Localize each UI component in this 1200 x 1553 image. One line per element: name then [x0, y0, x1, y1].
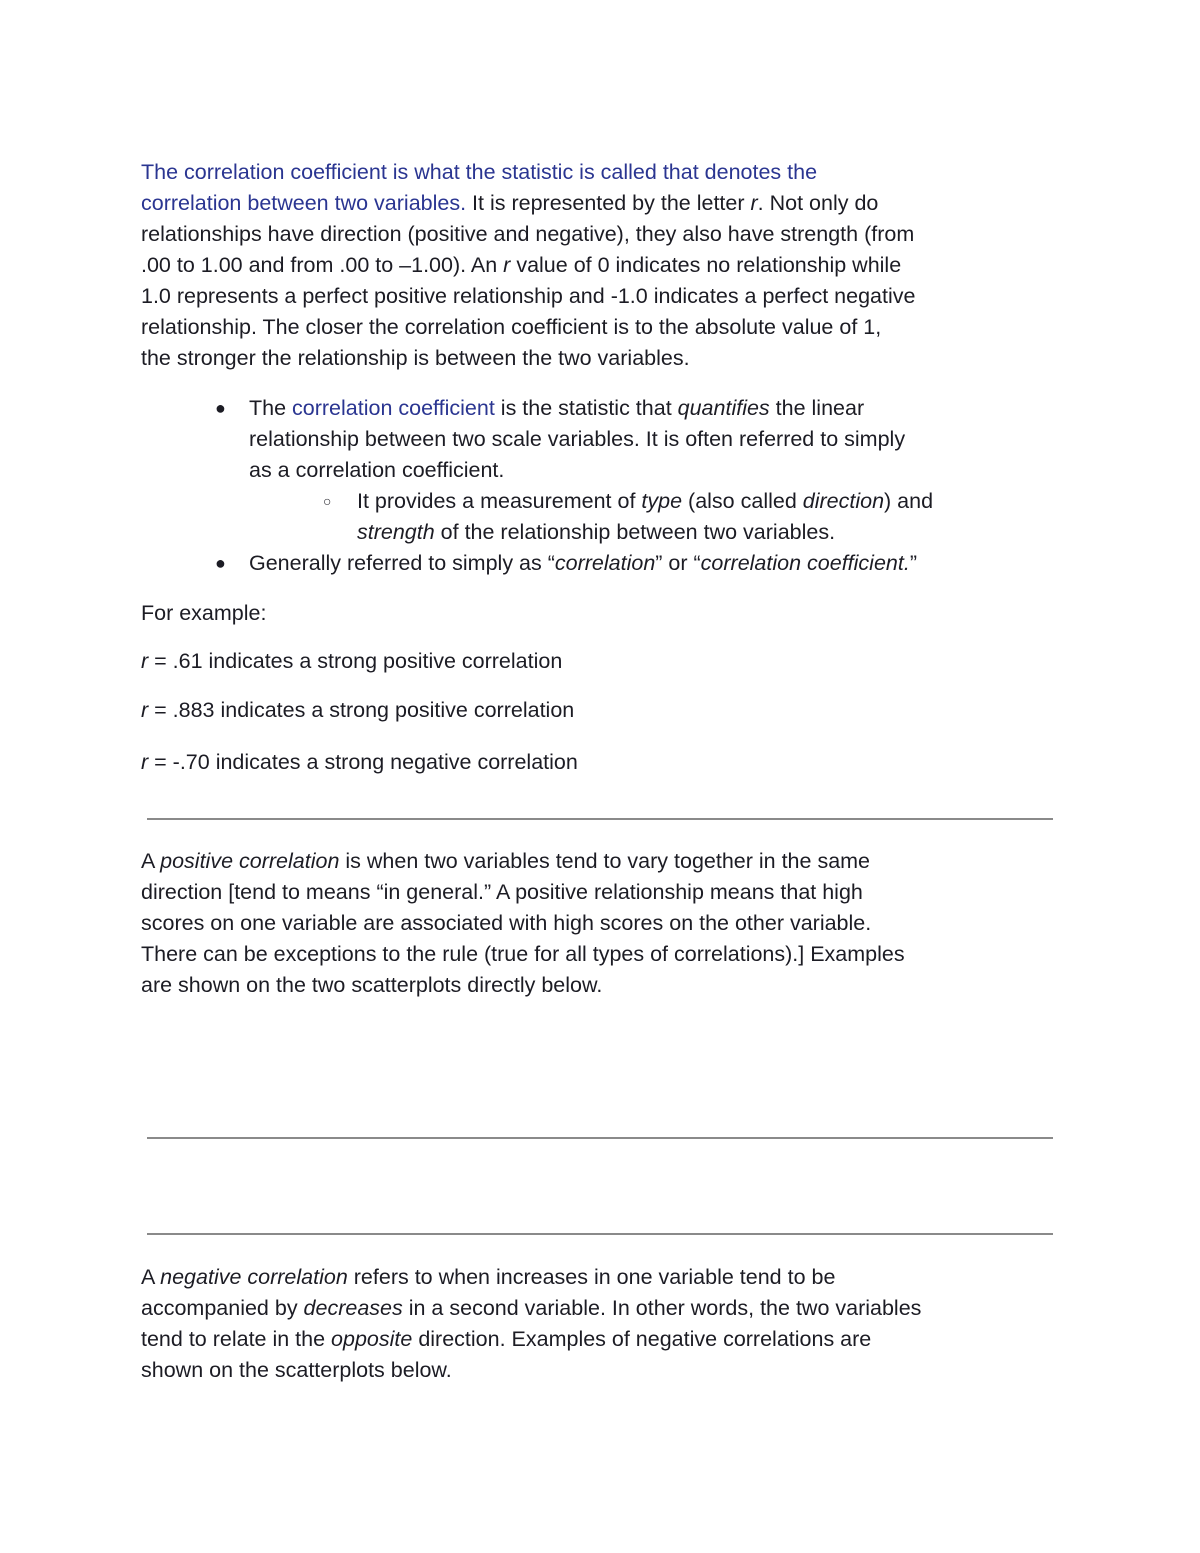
intro-line-5: 1.0 represents a perfect positive relationship and -1.0 indicates a perfect negative: [141, 284, 916, 308]
intro-line-1: The correlation coefficient is what the statistic is called that denotes the: [141, 160, 818, 184]
intro-line-7: the stronger the relationship is between the two variables.: [141, 346, 690, 370]
bullet-item-2: ● Generally referred to simply as “correlation” or “correlation coefficient.”: [141, 548, 1061, 579]
horizontal-rule: [147, 1233, 1053, 1235]
examples-heading: For example:: [141, 601, 267, 625]
sub-bullet-item: ○ It provides a measurement of type (also called direction) and strength of the relationship between two variables.: [249, 486, 1061, 548]
intro-paragraph: [141, 157, 1061, 374]
intro-line-6: relationship. The closer the correlation coefficient is to the absolute value of 1,: [141, 315, 882, 339]
example-item-1: r = .61 indicates a strong positive correlation: [141, 649, 563, 673]
intro-line-3: relationships have direction (positive and negative), they also have strength (from: [141, 222, 915, 246]
sub-bullet-icon: ○: [323, 493, 332, 509]
bullet-item-1: ● The correlation coefficient is the statistic that quantifies the linear relationship between two scale variables. It is often referred to simply as a correlation coefficient. ○ It provides a measurement of type (also called direction) and strength of the relationship between two variables.: [141, 393, 1061, 548]
example-item-2: r = .883 indicates a strong positive correlation: [141, 698, 575, 722]
bullet-icon: ●: [215, 553, 226, 573]
negative-correlation-paragraph: A negative correlation refers to when increases in one variable tend to be accompanied by decreases in a second variable. In other words, the two variables tend to relate in the opposite direction. Examples of negative correlations are shown on the scatterplots below.: [141, 1265, 922, 1382]
example-item-3: r = -.70 indicates a strong negative correlation: [141, 750, 578, 774]
bullet-icon: ●: [215, 398, 226, 418]
horizontal-rule: [147, 818, 1053, 820]
intro-line-4: .00 to 1.00 and from .00 to –1.00). An r value of 0 indicates no relationship while: [141, 253, 902, 277]
horizontal-rule: [147, 1137, 1053, 1139]
bullet-list: [141, 393, 1061, 579]
intro-line-2: correlation between two variables. It is represented by the letter r. Not only do: [141, 191, 879, 215]
positive-correlation-paragraph: A positive correlation is when two variables tend to vary together in the same direction [tend to means “in general.” A positive relationship means that high scores on one variable are associated with high scores on the other variable. There can be exceptions to the rule (true for all types of correlations).] Examples are shown on the two scatterplots directly below.: [141, 849, 905, 997]
